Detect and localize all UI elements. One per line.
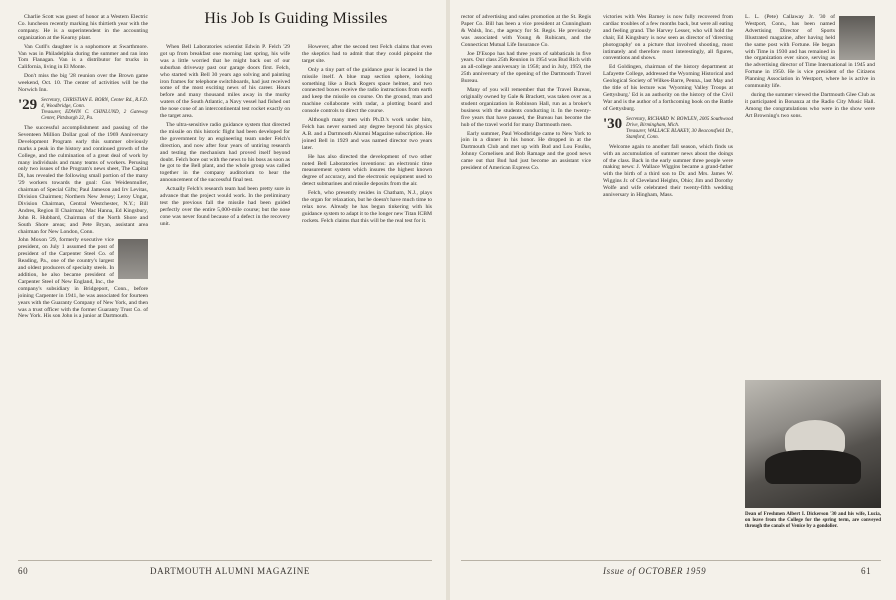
article-paragraph: Ed Goldingen, chairman of the history department at Lafayette College, addressed the Wyoming Historical and Geological Society of Wilkes-Barre, Penna., last May and the title of his lecture was 'Wyoming Valley Troops at Gettysburg.' Ed is an authority on the history of the Civil War and is the author of a forthcoming book on the Battle of Gettysburg. <box>603 64 733 112</box>
article-paragraph: When Bell Laboratories scientist Edwin P. Felch '29 got up from breakfast one morning last spring, his wife was a little worried that he might back out of our suburban driveway past our garage doors first. Felch, who started with Bell 30 years ago solving and painting iron frames for telephone switchboards, had just received some of the most exciting news of his career. Hours before and many thousand miles away in the murky waters of the South Atlantic, a Navy vessel had fished out the nose cone of an intercontinental test rocket exactly on the target area. <box>160 44 290 120</box>
class-year: '29 <box>18 96 38 113</box>
class-secretary: Secretary, CHRISTIAN E. BORN, Center Rd., R.F.D. 4, Woodbridge, Conn. <box>41 97 148 109</box>
article-paragraph: The ultra-sensitive radio guidance system that directed the missile on this historic flight had been developed for the government by an engineering team under Felch's direction, and now after four years of untiring research and testing the mechanism had proved itself beyond doubt. Felch bore out with the news to his boss as soon as he got to the Bell plant, and the whole group was called together in the company auditorium to hear the announcement of the successful final test. <box>160 121 290 184</box>
article-paragraph: Early summer, Paul Woodbridge came to New York to join in a dinner in his honor. He dropped in at the Dartmouth Club and met up with Bud and Lou Foulks, Johnny Cornelisen and Bob Ramage and the good news came out that Bud had just become an assistant vice president of American Express Co. <box>461 130 591 172</box>
right-page <box>451 0 896 600</box>
left-page-number: 60 <box>18 566 29 576</box>
article-paragraph: Charlie Scott was guest of honor at a Western Electric Co. luncheon recently marking his thirtieth year with the company. He is a superintendent in the accounting organization at the Kearny plant. <box>18 14 148 41</box>
class-secretary: Secretary, RICHARD W. BOWLEN, 2005 Southwood Drive, Birmingham, Mich. <box>626 116 733 128</box>
left-column-3 <box>302 44 432 554</box>
left-column-2 <box>160 44 290 554</box>
class-header <box>18 98 148 122</box>
article-paragraph: The successful accomplishment and passing of the Seventeen Million Dollar goal of the 1969 Anniversary Development Program early this summer obviously marks a peak in the history and continued growth of the College, and the culmination of a great deal of work by many individuals and many teams of workers. Perusing only two issues of the Program's news sheet, The Capital Di, has revealed the following small portion of the many '29 workers towards the goal: Gus Weidenmuller, chairman of Special Gifts; Paul Jameson and Irv Levitas, Division Chairmen; Northern New Jersey; Leroy Ungar, Division Chairman, Central Westchester, N.Y.; Bill Andres, Region II Chairman; Mac Hanna, Ed Kingsbury, John R. Hubbard, Chairman of the North Shore and South Shore areas; and Pete Bryan, assistant area chairman for New London, Conn. <box>18 124 148 235</box>
gondola-photo <box>745 380 881 508</box>
class-header <box>603 117 733 141</box>
portrait-photo-moxon <box>118 239 148 279</box>
article-paragraph: during the summer viewed the Dartmouth Glee Club as it participated in Bonanza at the Radio City Music Hall. Among the congratulations who were in the show were Art Browning's two sons. <box>745 91 875 119</box>
article-paragraph: Van Cutll's daughter is a sophomore at Swarthmore. Van was in Philadelphia during the summer and ran into Tom Flanagan. Van is a distributor for trucks in California, living in El Monte. <box>18 43 148 71</box>
article-paragraph: Felch, who presently resides in Chatham, N.J., plays the organ for relaxation, but he doesn't have much time to relax now. Already he has begun tinkering with his guidance system to adapt it to the longer new Titan ICBM rockets. Felch claims that this will be the real test for it. <box>302 190 432 224</box>
right-column-3 <box>745 14 875 224</box>
right-page-number: 61 <box>861 566 872 576</box>
page-gutter <box>446 0 450 600</box>
article-paragraph: John Moxon '29, formerly executive vice president, on July 1 assumed the post of president of the Carpenter Steel Co. of Reading, Pa., one of the country's largest and oldest producers of specialty steels. In addition, he also became president of Carpenter Steel of New England, Inc., the company's subsidiary in Bridgeport, Conn., before joining Carpenter in 1941, he was associated for fourteen years with the Guaranty Company of New York, and then was a trust officer with the former Guaranty Trust Co. of New York. His son John is a junior at Dartmouth. <box>18 237 148 320</box>
article-paragraph: Although many men with Ph.D.'s work under him, Felch has never earned any degree beyond his physics A.B. and a Dartmouth Alumni Magazine subscription. He joined Bell in 1929 and was named director two years later. <box>302 117 432 151</box>
article-paragraph: However, after the second test Felch claims that even the skeptics had to admit that they could pinpoint the target site. <box>302 44 432 64</box>
photo-gondola <box>765 450 861 484</box>
footer-rule <box>461 560 881 561</box>
portrait-photo-callaway <box>839 16 875 60</box>
article-paragraph: Only a tiny part of the guidance gear is located in the missile itself. A blue map section sphere, looking something like a Buck Rogers space helmet, and two connected boxes receive the radio instructions from earth and keep the missile on course. On the ground, man and machine collaborate with radar, a plotting board and console controls to direct the course. <box>302 66 432 115</box>
right-column-1 <box>461 14 591 554</box>
article-paragraph: Welcome again to another fall season, which finds us with an accumulation of summer news about the doings of the class. Back in the early summer three people were making news: J. Wallace Wiggins became a grand-father with the birth of a third son to Dr. and Mrs. James W. Wiggins Jr. of Cleveland Heights, Ohio; Jim and Dorothy Wolfe and wife celebrated their twenty-fifth wedding anniversary in Hingham, Mass. <box>603 143 733 199</box>
article-paragraph: victories with Wes Barney is now fully recovered from cardiac troubles of a few months back, but were all eating and feeling grand. The Harvey Lesser, who will hold the chair, Ed Kingsbury is now seen as director of 'directing photography' on a picture that involved shooting, most intimately and therefore most interestingly, all figures, conventions and shows. <box>603 14 733 62</box>
class-treasurer: Treasurer, WALLACE BLAKEY, 30 Beaconsfield Dr., Stamford, Conn. <box>626 128 733 140</box>
article-paragraph: Actually Felch's research team had been pretty sure in advance that the project would work. In the preliminary test the previous fall the missile had been guided perfectly over the entire 5,000-mile course; but the nose cone was never found because of a defect in the recovery unit. <box>160 186 290 227</box>
footer-rule <box>18 560 432 561</box>
page-headline: His Job Is Guiding Missiles <box>204 10 388 27</box>
article-paragraph: Don't miss the big '28 reunion over the Brown game weekend, Oct. 10. The center of activities will be the Norwich Inn. <box>18 73 148 94</box>
class-officers <box>626 117 733 141</box>
left-page <box>0 0 445 600</box>
issue-date: Issue of OCTOBER 1959 <box>603 566 707 576</box>
magazine-name: DARTMOUTH ALUMNI MAGAZINE <box>150 566 310 576</box>
article-paragraph: Many of you will remember that the Travel Bureau, originally owned by Gale & Brackett, was taken over as a student organization in Robinson Hall, run as a broker's business with the students conducting it. In the twenty-five years that have passed, the Bureau has become the hub of the travel world for many Dartmouth men. <box>461 87 591 128</box>
article-paragraph: rector of advertising and sales promotion at the St. Regis Paper Co. Bill has been a vice president at Cunningham & Walsh, Inc., the agency for St. Regis. He previously was associated with Young & Rubicam, and the Connecticut Mutual Life Insurance Co. <box>461 14 591 48</box>
class-officers <box>41 98 148 122</box>
class-treasurer: Treasurer, EDWIN C. CHINLUND, 2 Gateway Center, Pittsburgh 22, Pa. <box>41 109 148 121</box>
class-year: '30 <box>603 115 623 132</box>
photo-caption: Dean of Freshmen Albert I. Dickerson '30 and his wife, Lucia, on leave from the College for the spring term, are conveyed through the canals of Venice by a gondolier. <box>745 512 881 530</box>
article-paragraph: L. L. (Pete) Callaway Jr. '30 of Westport, Conn., has been named Advertising Director of Sports Illustrated magazine, after having held the same post with Fortune. He began with Time in 1930 and has remained in the organization ever since, serving as the advertising director of Time International in 1945 and Fortune in 1950. He is vice president of the Citizens Planning Association in Westport, where he is active in community life. <box>745 14 875 90</box>
right-column-2 <box>603 14 733 554</box>
left-column-1 <box>18 14 148 554</box>
article-paragraph: He has also directed the development of two other noted Bell Laboratories inventions: an electronic time measurement system which insures the highest known degree of accuracy, and the electronic equipment used to detect submarines and missile deposits from the air. <box>302 153 432 188</box>
article-paragraph: Joe D'Esopo has had three years of sabbaticals in five years. Our class 25th Reunion in 1954 was Bud Rich with an all-college anniversary in 1958; and in July, 1959, the 25th anniversary of the opening of the Dartmouth Travel Bureau. <box>461 50 591 85</box>
